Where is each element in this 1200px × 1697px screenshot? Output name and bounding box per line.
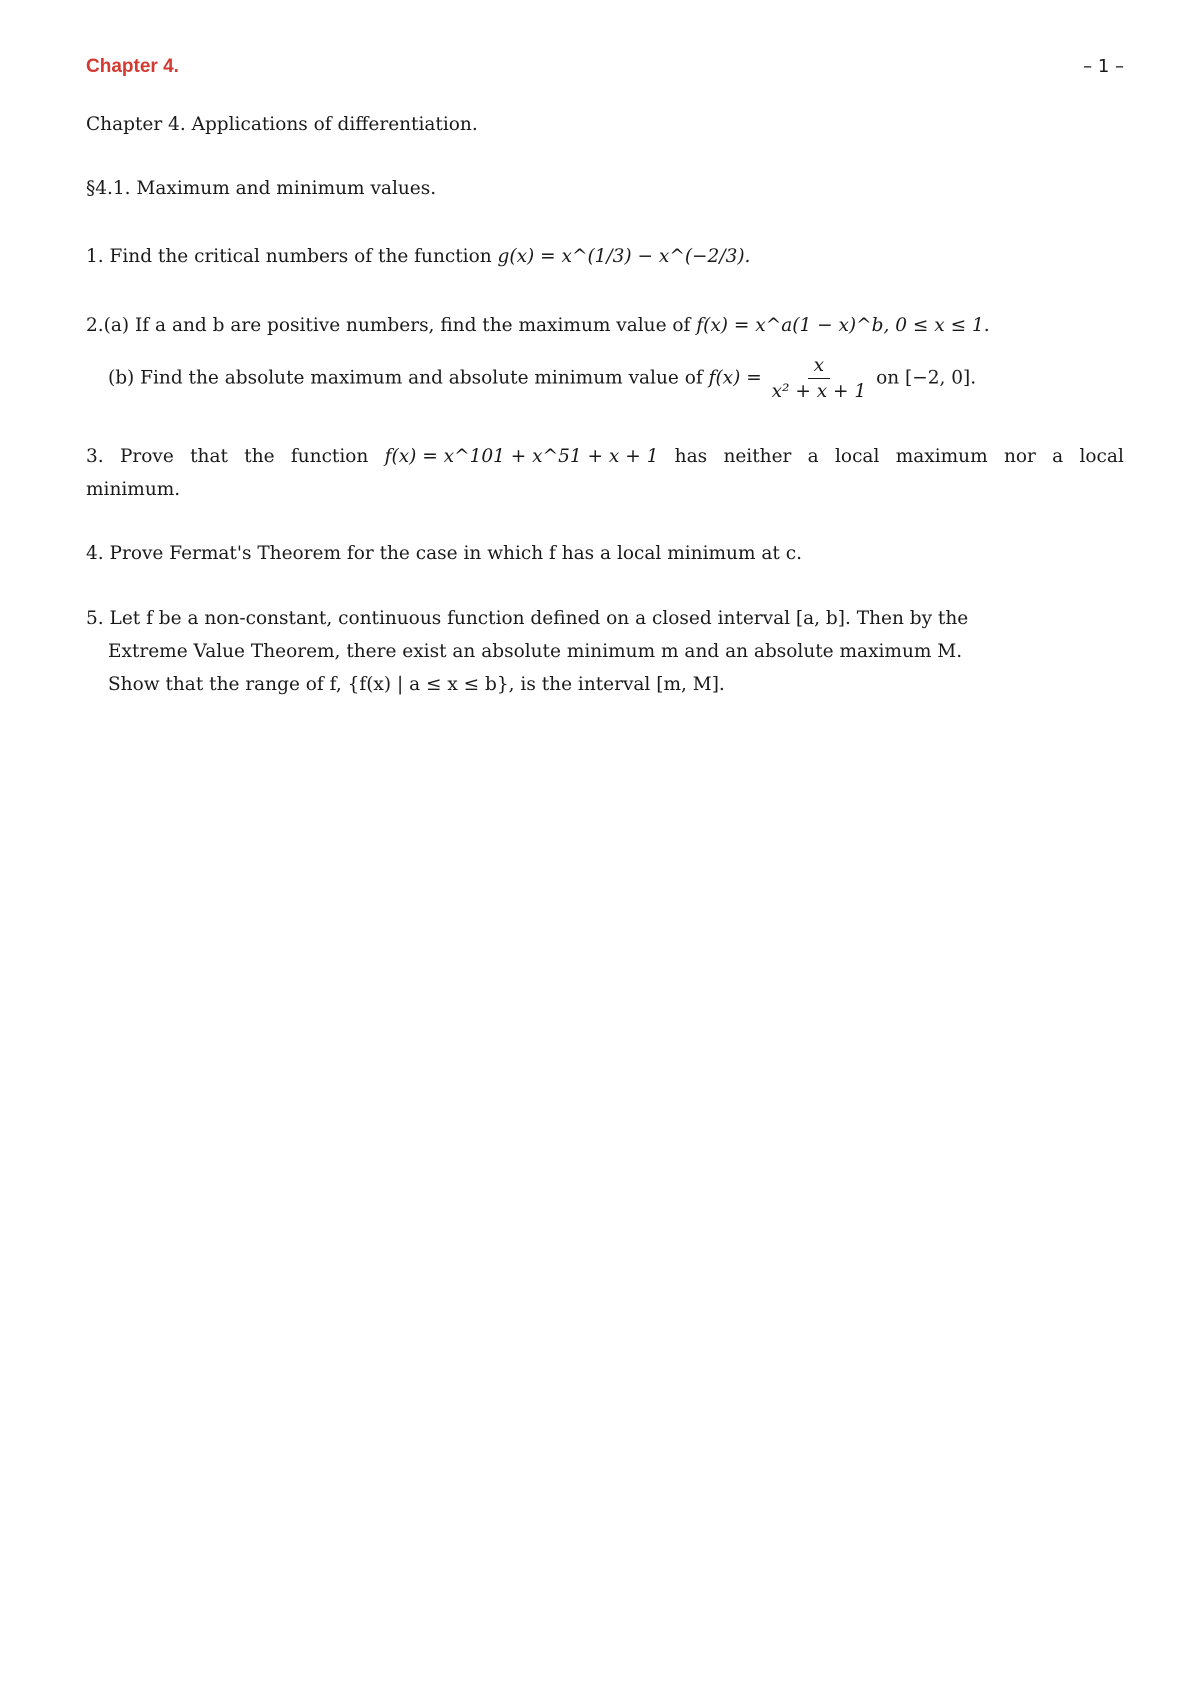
chapter-title: Chapter 4. Applications of differentiation. [86, 114, 478, 135]
problem-2b [108, 355, 976, 402]
p3-word: function [290, 446, 369, 467]
problem-1-expression: g(x) = x^(1/3) − x^(−2/3). [497, 246, 751, 267]
p3-expression: f(x) = x^101 + x^51 + x + 1 [384, 446, 659, 467]
problem-2b-text: (b) Find the absolute maximum and absolute minimum value of [108, 367, 703, 389]
p3-word: local [835, 446, 880, 467]
section-heading: §4.1. Maximum and minimum values. [86, 178, 437, 199]
problem-3-line2: minimum. [86, 479, 181, 500]
p3-word: a [1052, 446, 1064, 467]
p3-word: a [807, 446, 819, 467]
fraction-denominator: x² + x + 1 [771, 381, 867, 402]
problem-3-line1 [86, 446, 1124, 467]
p3-word: Prove [119, 446, 174, 467]
problem-4: 4. Prove Fermat's Theorem for the case in which f has a local minimum at c. [86, 543, 802, 564]
problem-1 [86, 246, 750, 267]
problem-2a [86, 315, 990, 336]
problem-5-line2: Extreme Value Theorem, there exist an absolute minimum m and an absolute maximum M. [108, 641, 963, 662]
problem-2a-text: 2.(a) If a and b are positive numbers, find the maximum value of [86, 315, 691, 336]
problem-2b-fraction [772, 355, 867, 402]
problem-5-line3: Show that the range of f, {f(x) | a ≤ x ≤ b}, is the interval [m, M]. [108, 674, 725, 695]
problem-2b-interval: on [−2, 0]. [876, 367, 977, 389]
p3-word: nor [1003, 446, 1036, 467]
chapter-header: Chapter 4. [86, 56, 179, 77]
p3-word: the [244, 446, 275, 467]
fraction-numerator: x [808, 355, 830, 379]
problem-2b-lhs: f(x) = [708, 367, 762, 389]
p3-word: neither [723, 446, 792, 467]
p3-word: has [674, 446, 708, 467]
p3-word: maximum [895, 446, 988, 467]
problem-5-line1: 5. Let f be a non-constant, continuous function defined on a closed interval [a, b]. Then by the [86, 608, 969, 629]
problem-1-text: 1. Find the critical numbers of the function [86, 246, 492, 267]
page-number: – 1 – [1083, 56, 1124, 77]
p3-word: local [1079, 446, 1124, 467]
problem-2a-expression: f(x) = x^a(1 − x)^b, 0 ≤ x ≤ 1. [696, 315, 990, 336]
p3-word: 3. [86, 446, 104, 467]
p3-word: that [190, 446, 228, 467]
